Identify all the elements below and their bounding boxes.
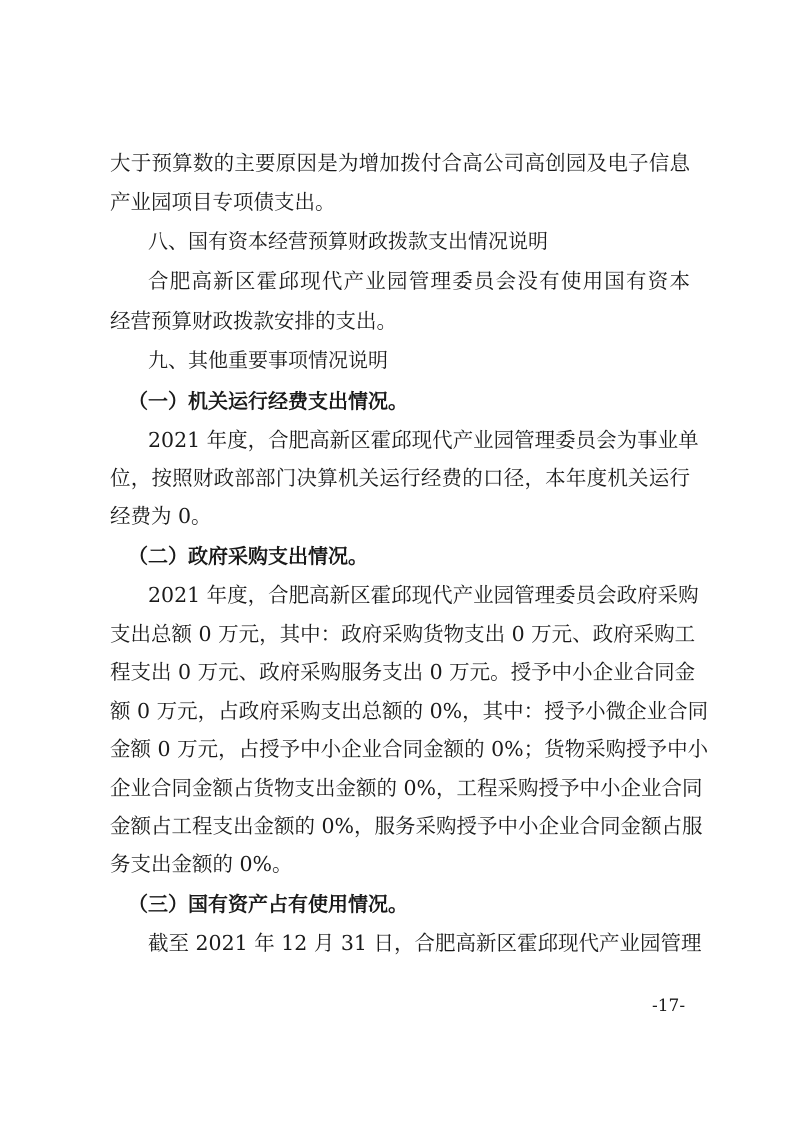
body-text-line: 金额占工程支出金额的 0%，服务采购授予中小企业合同金额占服: [110, 814, 703, 838]
body-text-line: 务支出金额的 0%。: [110, 852, 293, 876]
body-text-line: 程支出 0 万元、政府采购服务支出 0 万元。授予中小企业合同金: [110, 660, 696, 684]
subsection-heading-1: （一）机关运行经费支出情况。: [128, 389, 408, 413]
body-text-line: 产业园项目专项债支出。: [110, 190, 336, 214]
body-text-line: 截至 2021 年 12 月 31 日，合肥高新区霍邱现代产业园管理: [148, 931, 702, 955]
body-text-line: 大于预算数的主要原因是为增加拨付合高公司高创园及电子信息: [110, 151, 690, 175]
section-heading-9: 九、其他重要事项情况说明: [148, 348, 388, 372]
body-text-line: 位，按照财政部部门决算机关运行经费的口径，本年度机关运行: [110, 466, 690, 490]
body-text-line: 2021 年度，合肥高新区霍邱现代产业园管理委员会政府采购: [148, 583, 699, 607]
page-number: -17-: [652, 996, 686, 1016]
body-text-line: 2021 年度，合肥高新区霍邱现代产业园管理委员会为事业单: [148, 428, 699, 452]
section-heading-8: 八、国有资本经营预算财政拨款支出情况说明: [148, 229, 548, 253]
body-text-line: 企业合同金额占货物支出金额的 0%，工程采购授予中小企业合同: [110, 776, 703, 800]
body-text-line: 金额 0 万元，占授予中小企业合同金额的 0%；货物采购授予中小: [110, 737, 709, 761]
subsection-heading-3: （三）国有资产占有使用情况。: [128, 892, 408, 916]
subsection-heading-2: （二）政府采购支出情况。: [128, 544, 368, 568]
body-text-line: 经费为 0。: [110, 504, 212, 528]
body-text-line: 额 0 万元，占政府采购支出总额的 0%，其中：授予小微企业合同: [110, 699, 709, 723]
body-text-line: 合肥高新区霍邱现代产业园管理委员会没有使用国有资本: [148, 269, 690, 293]
body-text-line: 经营预算财政拨款安排的支出。: [110, 309, 397, 333]
body-text-line: 支出总额 0 万元，其中：政府采购货物支出 0 万元、政府采购工: [110, 622, 696, 646]
